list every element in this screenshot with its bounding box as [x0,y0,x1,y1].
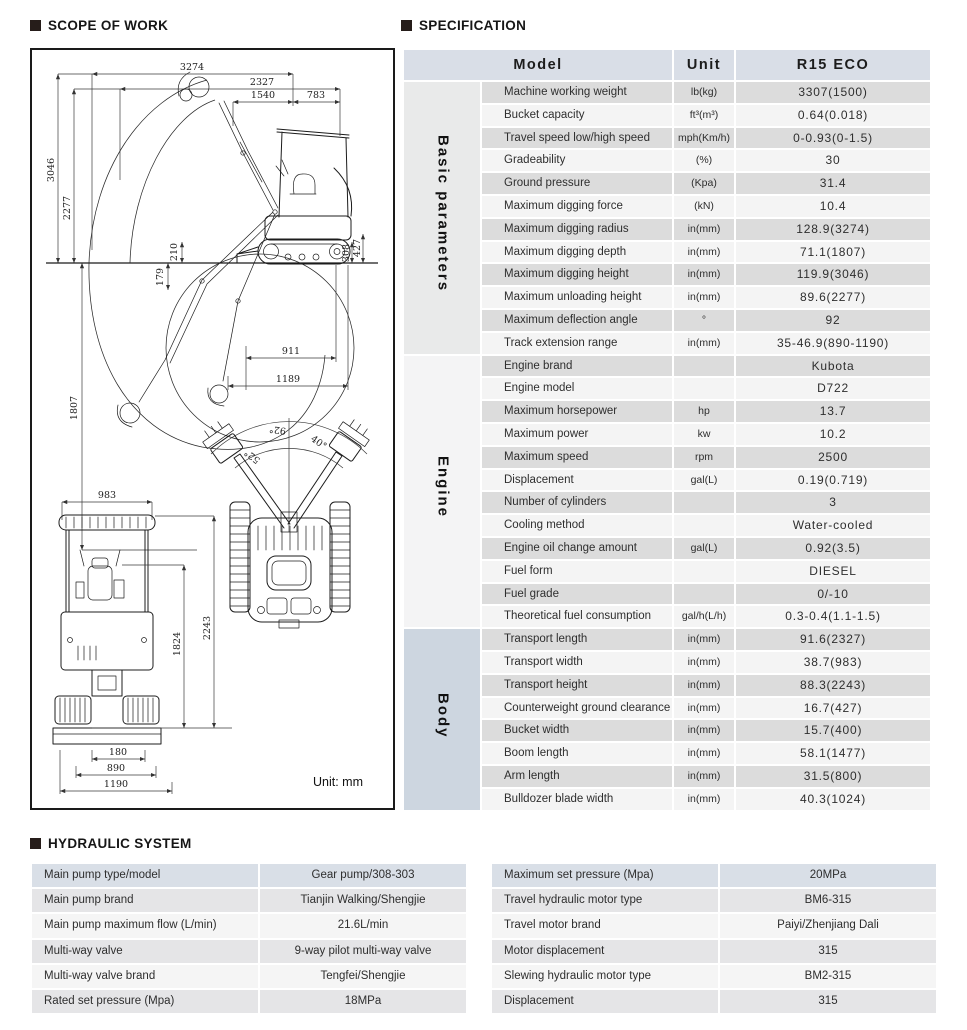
hydraulic-left-value: Gear pump/308-303 [260,864,466,887]
hydraulic-right-row [492,864,936,887]
hydraulic-left-label: Rated set pressure (Mpa) [32,990,258,1013]
hydraulic-left-label: Main pump type/model [32,864,258,887]
spec-row-unit: in(mm) [674,219,734,240]
spec-row-value: 0-0.93(0-1.5) [736,128,930,149]
group-label-basic-parameters [404,82,480,354]
hydraulic-right-value: 315 [720,940,936,963]
spec-row-unit: in(mm) [674,720,734,741]
spec-row [404,766,930,787]
spec-table-body [404,82,930,810]
spec-row-unit: gal(L) [674,538,734,559]
hydraulic-left-value: 18MPa [260,990,466,1013]
spec-row-unit [674,561,734,582]
spec-row [404,310,930,331]
spec-row [404,219,930,240]
spec-row-label: Ground pressure [482,173,672,194]
spec-row-label: Engine oil change amount [482,538,672,559]
dim-label-308: 308 [341,243,352,263]
specification-title-text: SPECIFICATION [419,18,527,33]
spec-row-unit: gal(L) [674,470,734,491]
spec-row [404,629,930,650]
hydraulic-table-right [490,862,938,1015]
scope-title-text: SCOPE OF WORK [48,18,169,33]
spec-row-unit: in(mm) [674,264,734,285]
hydraulic-left-row [32,940,466,963]
spec-row [404,196,930,217]
spec-row-value: Water-cooled [736,515,930,536]
spec-row-value: 13.7 [736,401,930,422]
angle-label-92: 92° [268,422,287,437]
spec-row-value: 58.1(1477) [736,743,930,764]
spec-row-value: D722 [736,378,930,399]
hydraulic-left-value: 9-way pilot multi-way valve [260,940,466,963]
hydraulic-right-row [492,990,936,1013]
spec-row [404,515,930,536]
spec-row [404,333,930,354]
spec-row-unit: in(mm) [674,652,734,673]
spec-row-label: Arm length [482,766,672,787]
spec-row-label: Maximum speed [482,447,672,468]
spec-header-model: Model [404,50,672,80]
spec-row [404,561,930,582]
dim-label-1824: 1824 [172,631,183,657]
scope-of-work-diagram [30,48,395,810]
excavator-dimension-drawing [32,50,393,808]
hydraulic-left-label: Main pump maximum flow (L/min) [32,914,258,937]
spec-row [404,447,930,468]
spec-row-label: Number of cylinders [482,492,672,513]
spec-row-label: Fuel form [482,561,672,582]
spec-row-unit: lb(kg) [674,82,734,103]
hydraulic-right-value: BM6-315 [720,889,936,912]
group-label-body [404,629,480,809]
spec-row-unit: in(mm) [674,675,734,696]
spec-row-label: Track extension range [482,333,672,354]
spec-header-value: R15 ECO [736,50,930,80]
dim-label-3046: 3046 [46,157,57,183]
title-square-icon [401,20,412,31]
spec-row [404,720,930,741]
hydraulic-right-label: Travel hydraulic motor type [492,889,718,912]
spec-row-label: Maximum horsepower [482,401,672,422]
dim-label-2327: 2327 [249,77,275,88]
spec-row-label: Displacement [482,470,672,491]
spec-row [404,128,930,149]
hydraulic-right-row [492,914,936,937]
spec-row-unit: in(mm) [674,333,734,354]
title-square-icon [30,838,41,849]
hydraulic-right-value: BM2-315 [720,965,936,988]
spec-row [404,492,930,513]
spec-row [404,424,930,445]
spec-header-unit: Unit [674,50,734,80]
spec-row-unit: kw [674,424,734,445]
scope-of-work-title [30,18,168,33]
spec-row-value: 91.6(2327) [736,629,930,650]
spec-row [404,150,930,171]
spec-row-value: 92 [736,310,930,331]
specification-table [402,48,932,812]
spec-row-value: 119.9(3046) [736,264,930,285]
spec-row-label: Maximum digging depth [482,242,672,263]
hydraulic-right-label: Displacement [492,990,718,1013]
dim-label-2243: 2243 [202,615,213,641]
hydraulic-right-value: 20MPa [720,864,936,887]
excavator-top-body [198,415,374,628]
spec-row-unit: rpm [674,447,734,468]
dim-label-1189: 1189 [275,374,301,385]
spec-row-value: 88.3(2243) [736,675,930,696]
hydraulic-left-value: 21.6L/min [260,914,466,937]
spec-row-value: 35-46.9(890-1190) [736,333,930,354]
dim-label-210: 210 [169,242,180,262]
spec-row-label: Fuel grade [482,584,672,605]
spec-row-label: Engine brand [482,356,672,377]
group-label-text: Basic parameters [434,135,452,293]
hydraulic-right-row [492,940,936,963]
spec-row-value: 128.9(3274) [736,219,930,240]
spec-row [404,378,930,399]
hydraulic-left-label: Multi-way valve brand [32,965,258,988]
dim-label-783: 783 [306,90,326,101]
group-label-engine [404,356,480,628]
dim-label-911: 911 [281,346,301,357]
spec-row-unit [674,584,734,605]
spec-row-label: Travel speed low/high speed [482,128,672,149]
spec-row [404,470,930,491]
spec-row-label: Transport width [482,652,672,673]
hydraulic-right-label: Motor displacement [492,940,718,963]
group-label-text: Engine [434,456,452,519]
spec-row-value: 3 [736,492,930,513]
spec-row-label: Bucket capacity [482,105,672,126]
hydraulic-left-label: Multi-way valve [32,940,258,963]
spec-row-value: 3307(1500) [736,82,930,103]
hydraulic-left-label: Main pump brand [32,889,258,912]
spec-row-unit: in(mm) [674,766,734,787]
hydro-left-body [32,864,466,1013]
spec-row-label: Maximum digging height [482,264,672,285]
spec-row [404,105,930,126]
title-square-icon [30,20,41,31]
spec-row-unit: in(mm) [674,789,734,810]
spec-row-unit [674,515,734,536]
hydraulic-left-row [32,889,466,912]
spec-row-value: 0.19(0.719) [736,470,930,491]
spec-row [404,606,930,627]
excavator-top-view [198,415,374,628]
spec-row-label: Counterweight ground clearance [482,698,672,719]
hydraulic-right-label: Travel motor brand [492,914,718,937]
spec-row-value: DIESEL [736,561,930,582]
spec-row-label: Cooling method [482,515,672,536]
spec-row-value: 15.7(400) [736,720,930,741]
spec-row-value: 40.3(1024) [736,789,930,810]
angle-label-52: 52° [242,446,263,466]
specification-title [401,18,526,33]
spec-row-unit: mph(Km/h) [674,128,734,149]
spec-row-label: Maximum digging radius [482,219,672,240]
angle-label-40: 40° [308,433,329,453]
spec-row-label: Maximum deflection angle [482,310,672,331]
spec-row [404,538,930,559]
spec-row-label: Bulldozer blade width [482,789,672,810]
hydraulic-right-value: 315 [720,990,936,1013]
spec-row-value: 0.92(3.5) [736,538,930,559]
spec-row-unit: ° [674,310,734,331]
spec-row-value: 16.7(427) [736,698,930,719]
spec-row-unit: ft³(m³) [674,105,734,126]
spec-row-value: 10.2 [736,424,930,445]
spec-row [404,401,930,422]
hydraulic-left-row [32,914,466,937]
spec-row-value: 31.5(800) [736,766,930,787]
spec-row-label: Engine model [482,378,672,399]
spec-row-value: Kubota [736,356,930,377]
spec-row-unit [674,492,734,513]
spec-row [404,82,930,103]
spec-row-value: 10.4 [736,196,930,217]
dim-label-180: 180 [108,747,128,758]
spec-row [404,242,930,263]
spec-row-label: Transport height [482,675,672,696]
spec-row-label: Gradeability [482,150,672,171]
hydraulic-left-value: Tianjin Walking/Shengjie [260,889,466,912]
hydraulic-right-value: Paiyi/Zhenjiang Dali [720,914,936,937]
spec-row-unit: in(mm) [674,287,734,308]
hydraulic-system-title [30,836,192,851]
spec-row [404,743,930,764]
dim-label-427: 427 [352,238,363,258]
hydraulic-left-value: Tengfei/Shengjie [260,965,466,988]
spec-row-value: 2500 [736,447,930,468]
hydraulic-table-left [30,862,468,1015]
hydraulic-right-row [492,889,936,912]
dim-label-1190: 1190 [103,779,129,790]
dim-label-3274: 3274 [179,62,205,73]
spec-row-label: Maximum power [482,424,672,445]
dim-label-2277: 2277 [62,195,73,221]
spec-row-label: Theoretical fuel consumption [482,606,672,627]
hydraulic-right-row [492,965,936,988]
spec-row-value: 38.7(983) [736,652,930,673]
spec-row-value: 0.64(0.018) [736,105,930,126]
spec-row [404,356,930,377]
spec-row [404,173,930,194]
dim-label-179: 179 [155,267,166,287]
spec-row [404,675,930,696]
hydraulic-left-row [32,990,466,1013]
hydraulic-left-row [32,965,466,988]
group-label-text: Body [434,692,452,739]
hydraulic-right-label: Slewing hydraulic motor type [492,965,718,988]
spec-row-unit: (kN) [674,196,734,217]
excavator-rear-body [53,515,161,744]
spec-row-value: 30 [736,150,930,171]
excavator-side-body [237,129,352,264]
hydraulic-title-text: HYDRAULIC SYSTEM [48,836,192,851]
spec-row-unit: in(mm) [674,242,734,263]
spec-row-unit: in(mm) [674,698,734,719]
spec-row-label: Boom length [482,743,672,764]
spec-row-unit: (%) [674,150,734,171]
dim-label-1807: 1807 [69,395,80,421]
spec-row-unit [674,356,734,377]
spec-row-label: Maximum unloading height [482,287,672,308]
hydraulic-left-row [32,864,466,887]
spec-row-label: Machine working weight [482,82,672,103]
spec-row-value: 71.1(1807) [736,242,930,263]
spec-row-unit: gal/h(L/h) [674,606,734,627]
spec-row-unit: in(mm) [674,743,734,764]
spec-row [404,287,930,308]
hydraulic-right-label: Maximum set pressure (Mpa) [492,864,718,887]
spec-row-value: 0/-10 [736,584,930,605]
spec-row-value: 89.6(2277) [736,287,930,308]
spec-row [404,698,930,719]
spec-row [404,789,930,810]
spec-row-value: 31.4 [736,173,930,194]
spec-row [404,264,930,285]
spec-row-unit: hp [674,401,734,422]
excavator-rear-view [53,490,232,794]
hydro-right-body [492,864,936,1013]
spec-row-label: Bucket width [482,720,672,741]
spec-row-unit: in(mm) [674,629,734,650]
spec-row [404,584,930,605]
spec-row-label: Maximum digging force [482,196,672,217]
dim-label-1540: 1540 [250,90,276,101]
spec-row [404,652,930,673]
dim-label-890: 890 [106,763,126,774]
dim-label-983: 983 [97,490,117,501]
spec-row-unit [674,378,734,399]
spec-row-value: 0.3-0.4(1.1-1.5) [736,606,930,627]
spec-row-label: Transport length [482,629,672,650]
spec-header-row [404,50,930,80]
spec-row-unit: (Kpa) [674,173,734,194]
unit-note: Unit: mm [313,775,363,789]
